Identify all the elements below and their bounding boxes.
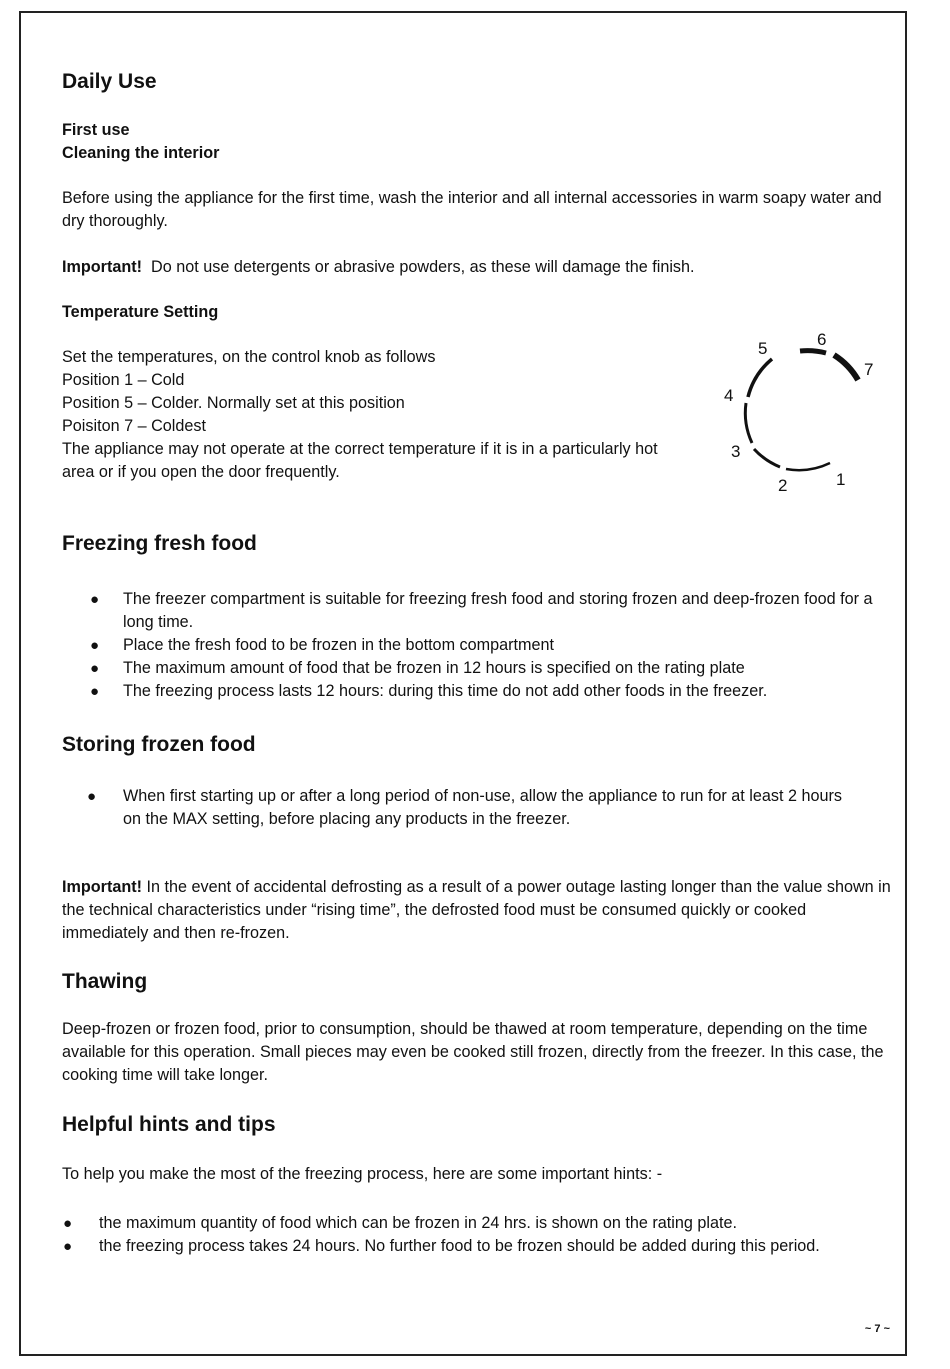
freezing-heading: Freezing fresh food (62, 532, 257, 555)
dial-arc-4-5 (748, 359, 772, 397)
temperature-heading-block (62, 301, 218, 324)
freezing-bullet-list (90, 588, 893, 703)
daily-use-heading: Daily Use (62, 70, 157, 93)
dial-arc-coldest (834, 355, 858, 380)
dial-arc-5-6 (800, 351, 826, 353)
bullet-icon: ● (90, 591, 100, 608)
cleaning-paragraph (62, 187, 892, 233)
temperature-line: Poisiton 7 – Coldest (62, 417, 206, 435)
first-use-block (62, 119, 219, 165)
dial-label-3: 3 (731, 442, 741, 461)
temperature-line: Position 5 – Colder. Normally set at this position (62, 394, 405, 412)
temperature-line: Position 1 – Cold (62, 371, 185, 389)
storing-bullet-list (87, 785, 863, 831)
first-use-subheading: First use (62, 121, 130, 139)
important-text: Do not use detergents or abrasive powders, as these will damage the finish. (151, 258, 695, 276)
bullet-icon: ● (90, 637, 100, 654)
control-knob-dial (716, 323, 886, 503)
page-number: ~ 7 ~ (864, 1323, 890, 1335)
list-item: ● The freezer compartment is suitable for freezing fresh food and storing frozen and deep-frozen food for a long time. (90, 590, 873, 631)
dial-label-6: 6 (817, 330, 827, 349)
bullet-icon: ● (63, 1215, 73, 1232)
dial-arc-2-3 (754, 449, 780, 467)
list-item: ● the freezing process takes 24 hours. No further food to be frozen should be added during this period. (99, 1235, 899, 1258)
dial-label-1: 1 (836, 470, 846, 489)
dial-label-5: 5 (758, 339, 768, 358)
storing-heading: Storing frozen food (62, 733, 256, 756)
important-text: In the event of accidental defrosting as a result of a power outage lasting longer than the value shown in the technical characteristics under “rising time”, the defrosted food must be consumed quickly or cooked immediately and then re-frozen. (62, 878, 891, 942)
dial-arc-cold (786, 463, 830, 470)
thawing-text: Deep-frozen or frozen food, prior to consumption, should be thawed at room temperature, depending on the time available for this operation. Small pieces may even be cooked still frozen, directly from the freezer. In this case, the cooking time will take longer. (62, 1020, 884, 1084)
hints-bullet-list (63, 1212, 899, 1258)
cleaning-subheading: Cleaning the interior (62, 144, 220, 162)
thawing-paragraph (62, 1018, 892, 1087)
dial-label-7: 7 (864, 360, 874, 379)
bullet-icon: ● (90, 660, 100, 677)
important-note-1 (62, 256, 892, 279)
important-label: Important! (62, 878, 143, 896)
list-item: ● Place the fresh food to be frozen in the bottom compartment (123, 634, 893, 657)
hints-intro-block (62, 1163, 892, 1186)
list-item: ● the maximum quantity of food which can be frozen in 24 hrs. is shown on the rating plate. (99, 1212, 899, 1235)
temperature-line: The appliance may not operate at the correct temperature if it is in a particularly hot area or if you open the door frequently. (62, 440, 658, 481)
bullet-icon: ● (63, 1238, 73, 1255)
hints-intro: To help you make the most of the freezing process, here are some important hints: - (62, 1165, 663, 1183)
important-label: Important! (62, 258, 143, 276)
list-item: ● The maximum amount of food that be frozen in 12 hours is specified on the rating plate (123, 657, 893, 680)
dial-label-2: 2 (778, 476, 788, 495)
bullet-icon: ● (90, 683, 100, 700)
dial-label-4: 4 (724, 386, 734, 405)
important-note-2 (62, 876, 892, 945)
cleaning-text: Before using the appliance for the first time, wash the interior and all internal accessories in warm soapy water and dry thoroughly. (62, 189, 882, 230)
hints-heading: Helpful hints and tips (62, 1113, 276, 1136)
list-item: ● When first starting up or after a long period of non-use, allow the appliance to run for at least 2 hours on the MAX setting, before placing any products in the freezer. (87, 787, 842, 828)
dial-arc-3-4 (745, 403, 752, 443)
bullet-icon: ● (87, 788, 97, 805)
temperature-heading: Temperature Setting (62, 303, 219, 321)
temperature-line: Set the temperatures, on the control knob as follows (62, 348, 436, 366)
list-item: ● The freezing process lasts 12 hours: during this time do not add other foods in the freezer. (123, 680, 893, 703)
thawing-heading: Thawing (62, 970, 148, 993)
